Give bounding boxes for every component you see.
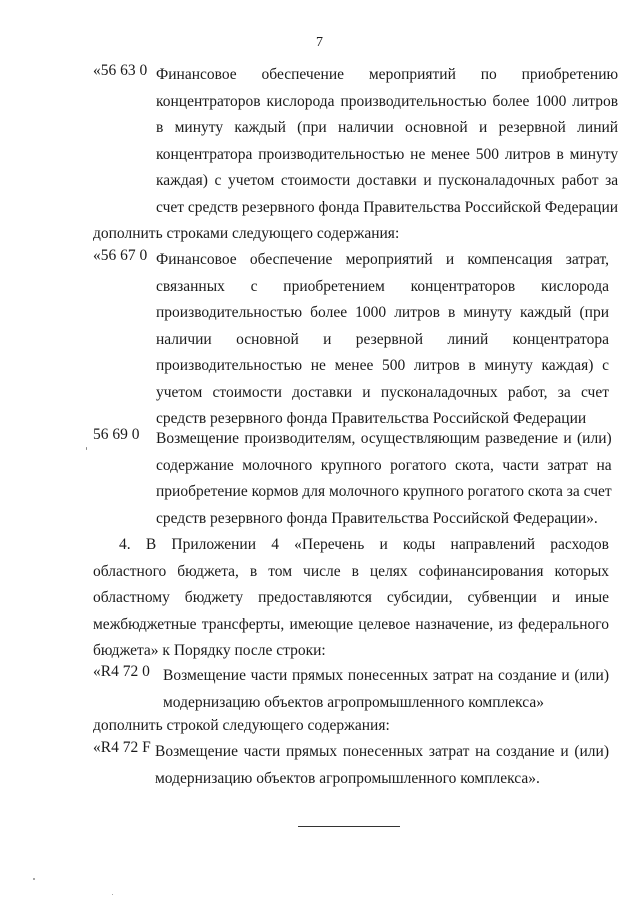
end-separator-line [298,826,400,827]
entry-line: Возмещение производителям, осуществляющим разведение и (или) [156,430,612,447]
code-entry-r4720 [93,663,609,716]
entry-description [156,247,609,433]
code-entry-56690 [93,426,612,532]
add-line-instruction: дополнить строкой следующего содержания: [93,717,390,734]
page-number: 7 [316,35,323,50]
entry-line: Финансовое обеспечение мероприятий и компенсация затрат, [156,251,609,268]
entry-line: связанных с приобретением концентраторов кислорода [156,277,609,295]
entry-line: производительностью более 1000 литров в минуту каждый (при [156,304,609,321]
code-entry-r472f [93,739,609,792]
entry-description [156,62,618,221]
entry-description [155,739,609,792]
scan-speck [86,447,87,450]
entry-code: «R4 72 F [93,739,151,756]
scan-speck [112,894,113,895]
scan-speck [33,878,35,880]
entry-line: модернизацию объектов агропромышленного комплекса». [155,769,540,787]
paragraph-4 [93,532,609,665]
entry-line: Финансовое обеспечение мероприятий по приобретению [156,66,619,83]
paragraph-line: 4. В Приложении 4 «Перечень и коды направлений расходов [119,536,609,553]
entry-line: содержание молочного крупного рогатого скота, части затрат на [156,456,612,474]
entry-line: Возмещение части прямых понесенных затрат на создание и (или) [163,667,609,684]
code-entry-56670 [93,247,609,433]
entry-line: средств резервного фонда Правительства Российской Федерации». [156,509,598,527]
entry-line: Возмещение части прямых понесенных затрат на создание и (или) [155,743,609,760]
entry-line: концентраторов кислорода производительностью более 1000 литров [156,92,619,110]
entry-code: «56 63 0 [93,62,148,79]
entry-line: средств резервного фонда Правительства Российской Федерации [156,410,587,427]
entry-code: «56 67 0 [93,247,148,264]
entry-line: концентратора производительностью не менее 500 литров в минуту [156,145,619,163]
paragraph-line: бюджета» к Порядку после строки: [93,642,326,659]
entry-line: каждая) с учетом стоимости доставки и пусконаладочных работ за [156,172,619,189]
entry-line: производительностью не менее 500 литров в минуту каждая) с [156,357,609,374]
paragraph-line: межбюджетные трансферты, имеющие целевое назначение, из федерального [93,615,609,633]
entry-line: приобретение кормов для молочного крупного рогатого скота за счет [156,483,612,500]
entry-line: учетом стоимости доставки и пусконаладочных работ, за счет [156,383,609,401]
entry-code: 56 69 0 [93,426,140,443]
code-entry-56630 [93,62,619,221]
entry-line: в минуту каждый (при наличии основной и резервной линий [156,119,619,136]
entry-line: счет средств резервного фонда Правительства Российской Федерации [156,198,619,216]
entry-line: наличии основной и резервной линий концентратора [156,330,609,348]
paragraph-line: областному бюджету предоставляются субсидии, субвенции и иные [93,589,609,606]
entry-line: модернизацию объектов агропромышленного комплекса» [163,693,544,711]
paragraph-line: областного бюджета, в том числе в целях софинансирования которых [93,562,609,580]
add-lines-instruction: дополнить строками следующего содержания: [93,225,400,242]
entry-description [156,426,612,532]
entry-description [163,663,609,716]
entry-code: «R4 72 0 [93,663,150,680]
